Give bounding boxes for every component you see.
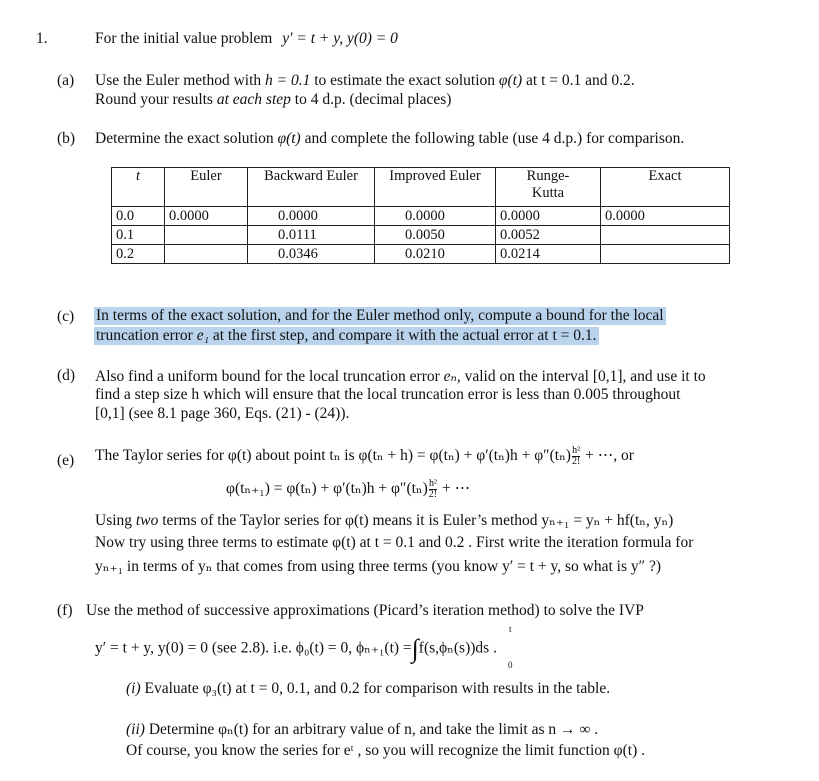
cell-exact: 0.0000: [601, 207, 730, 226]
part-a-text-at: at: [522, 72, 542, 89]
part-d-line3: [0,1] (see 8.1 page 360, Eqs. (21) - (24)).: [95, 405, 350, 422]
fraction-h2-2: $\frac{\text{h²}}{2!}$: [571, 445, 581, 467]
part-d-line1: [95, 367, 706, 386]
header-runge-kutta: Runge- Kutta: [496, 168, 601, 207]
cell-improved: 0.0210: [375, 245, 496, 264]
sub-ii-label: (ii): [126, 721, 145, 738]
taylor-step: φ(tₙ₊₁) = φ(tₙ) + φ′(tₙ)h + φ″(tₙ): [226, 480, 428, 498]
integral-sign: ∫: [411, 634, 419, 663]
part-b-pre: Determine the exact solution: [95, 130, 278, 147]
step-size: h = 0.1: [265, 72, 311, 89]
cell-t: 0.0: [112, 207, 165, 226]
part-e-line4: Now try using three terms to estimate φ(t) at t = 0.1 and 0.2 . First write the iteration formula for: [95, 534, 694, 551]
part-a-line2: [95, 91, 451, 109]
problem-intro: [95, 30, 398, 48]
cell-backward: 0.0111: [248, 226, 375, 245]
part-e-label: (e): [57, 452, 75, 469]
part-f-label: (f): [57, 602, 73, 619]
cell-backward: 0.0346: [248, 245, 375, 264]
picard-formula: y′ = t + y, y(0) = 0 (see 2.8). i.e. ϕ₀(t) = 0, ϕₙ₊₁(t) =: [95, 639, 412, 657]
part-e-line5: yₙ₊₁ in terms of yₙ that comes from using three terms (you know y′ = t + y, so what is y″ ?): [95, 558, 662, 575]
header-exact: Exact: [601, 168, 730, 207]
part-a-round-post: to 4 d.p. (decimal places): [290, 91, 452, 108]
part-c-line1[interactable]: In terms of the exact solution, and for the Euler method only, compute a bound for the local: [96, 307, 664, 324]
part-f-line1: Use the method of successive approximations (Picard’s iteration method) to solve the IVP: [86, 602, 644, 619]
part-f-line2: [95, 634, 497, 664]
cell-improved: 0.0050: [375, 226, 496, 245]
part-c-line2[interactable]: [94, 327, 599, 345]
integral-lower-limit: 0: [508, 660, 513, 670]
sub-ii-text: Determine φₙ(t) for an arbitrary value of n, and take the limit as n → ∞ .: [144, 721, 599, 738]
part-c-text: truncation error: [96, 327, 197, 344]
header-t: t: [112, 168, 165, 207]
part-e-line1: [95, 446, 634, 467]
part-e-line2: [226, 479, 470, 500]
cell-euler: [165, 245, 248, 264]
phi-symbol: φ(t): [277, 130, 301, 147]
table-row: [112, 245, 730, 264]
intro-text: For the initial value problem: [95, 30, 273, 47]
part-d-line2: find a step size h which will ensure that the local truncation error is less than 0.005 throughout: [95, 386, 681, 403]
part-a-emphasis: at each step: [216, 91, 291, 108]
integral-upper-limit: t: [509, 624, 512, 634]
part-a-line1: [95, 72, 635, 90]
header-improved-euler: Improved Euler: [375, 168, 496, 207]
comparison-table: [111, 167, 730, 264]
en-symbol: eₙ: [443, 368, 457, 385]
part-a-label: (a): [57, 72, 75, 89]
part-d-post: , valid on the interval [0,1], and use it to: [456, 368, 706, 385]
part-a-round: Round your results: [95, 91, 217, 108]
euler-method-formula: terms of the Taylor series for φ(t) means it is Euler’s method yₙ₊₁ = yₙ + hf(tₙ, yₙ): [158, 512, 674, 529]
part-a-text: Use the Euler method with: [95, 72, 266, 89]
table-row: [112, 207, 730, 226]
cell-rk: 0.0000: [496, 207, 601, 226]
fraction-h2-2: $\frac{\text{h²}}{2!}$: [428, 478, 438, 500]
sub-i-label: (i): [126, 680, 141, 697]
e1-symbol: e₁: [196, 327, 209, 344]
part-a-text-mid: to estimate the exact solution: [310, 72, 499, 89]
cell-euler: [165, 226, 248, 245]
cell-rk: 0.0214: [496, 245, 601, 264]
taylor-tail: + ⋯, or: [581, 447, 634, 465]
sub-i-text: Evaluate φ₃(t) at t = 0, 0.1, and 0.2 for comparison with results in the table.: [140, 680, 611, 697]
cell-backward: 0.0000: [248, 207, 375, 226]
cell-euler: 0.0000: [165, 207, 248, 226]
cell-rk: 0.0052: [496, 226, 601, 245]
problem-number: 1.: [36, 30, 48, 47]
part-e-emphasis: two: [135, 512, 159, 529]
part-b-text: [95, 130, 684, 148]
part-a-t-values: t = 0.1 and 0.2.: [541, 72, 635, 89]
table-row: [112, 226, 730, 245]
header-euler: Euler: [165, 168, 248, 207]
part-d-label: (d): [57, 367, 76, 384]
header-backward-euler: Backward Euler: [248, 168, 375, 207]
part-b-post: and complete the following table (use 4 d.p.) for comparison.: [300, 130, 685, 147]
part-b-label: (b): [57, 130, 76, 147]
part-c-label: (c): [57, 308, 75, 325]
part-f-sub-ii: [126, 720, 598, 739]
taylor-step-tail: + ⋯: [438, 480, 471, 498]
cell-improved: 0.0000: [375, 207, 496, 226]
phi-symbol: φ(t): [498, 72, 523, 89]
part-f-sub-i: [126, 680, 610, 698]
part-e-using: Using: [95, 512, 136, 529]
ivp-equation: y′ = t + y, y(0) = 0: [282, 30, 398, 47]
cell-exact: [601, 226, 730, 245]
taylor-series: The Taylor series for φ(t) about point tₙ is φ(tₙ + h) = φ(tₙ) + φ′(tₙ)h + φ″(tₙ): [95, 447, 571, 465]
table-header-row: [112, 168, 730, 207]
part-c-post: at the first step, and compare it with the actual error at t = 0.1.: [209, 327, 597, 344]
cell-exact: [601, 245, 730, 264]
part-f-sub-ii-line2: Of course, you know the series for eᵗ , so you will recognize the limit function φ(t) .: [126, 742, 645, 759]
cell-t: 0.1: [112, 226, 165, 245]
part-d-pre: Also find a uniform bound for the local truncation error: [95, 368, 444, 385]
part-e-line3: [95, 511, 673, 530]
cell-t: 0.2: [112, 245, 165, 264]
picard-integrand: f(s,ϕₙ(s))ds .: [418, 639, 497, 657]
